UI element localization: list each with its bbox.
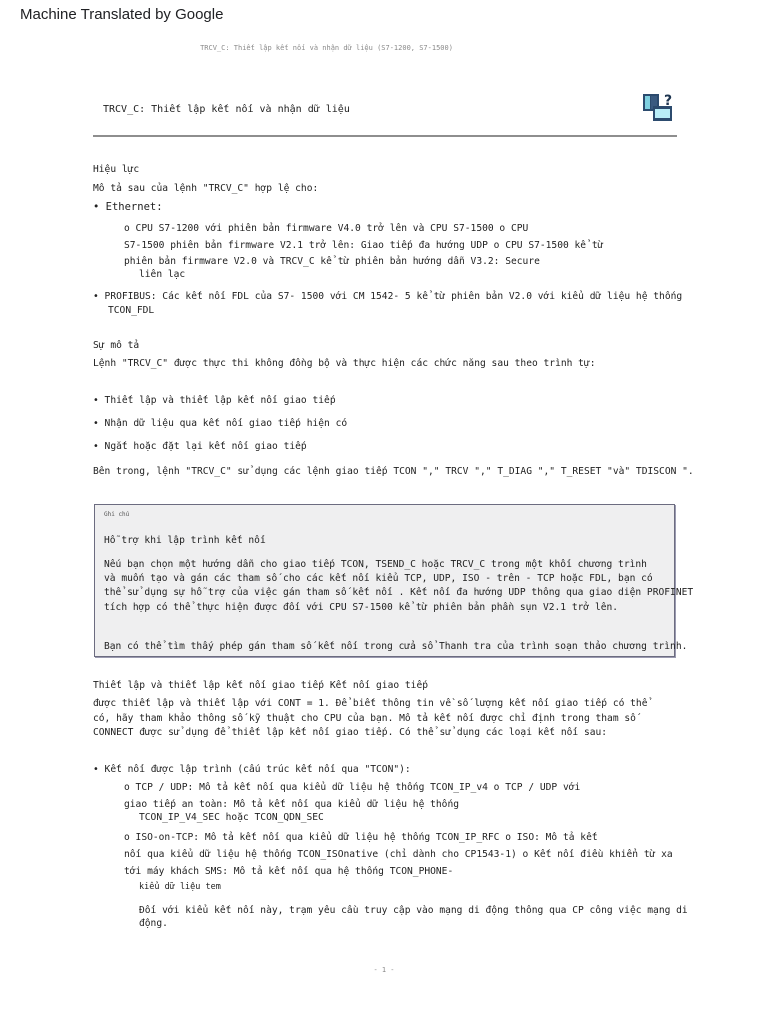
help-window-icon	[642, 93, 676, 123]
profibus-line: TCON_FDL	[108, 305, 155, 316]
description-intro: Lệnh "TRCV_C" được thực thi không đồng bộ và thực hiện các chức năng sau theo trình tự:	[93, 358, 596, 369]
note-line: Nếu bạn chọn một hướng dẫn cho giao tiếp TCON, TSEND_C hoặc TRCV_C trong một khối chương trình	[104, 559, 647, 570]
connection-type-line: TCON_IP_V4_SEC hoặc TCON_QDN_SEC	[139, 812, 324, 823]
ethernet-line: o CPU S7-1200 với phiên bản firmware V4.0 trở lên và CPU S7-1500 o CPU	[124, 223, 529, 234]
internal-instructions: Bên trong, lệnh "TRCV_C" sử dụng các lệnh giao tiếp TCON "," TRCV "," T_DIAG "," T_RESET "và" TDISCON ".	[93, 466, 694, 477]
ethernet-line: liên lạc	[139, 269, 186, 280]
note-footer: Bạn có thể tìm thấy phép gán tham số kết nối trong cửa sổ Thanh tra của trình soạn thảo chương trình.	[104, 641, 688, 652]
page-title: TRCV_C: Thiết lập kết nối và nhận dữ liệu	[103, 104, 350, 115]
setup-heading: Thiết lập và thiết lập kết nối giao tiếp Kết nối giao tiếp	[93, 680, 429, 691]
page-number: - 1 -	[373, 966, 395, 974]
connection-type-line: tới máy khách SMS: Mô tả kết nối qua hệ thống TCON_PHONE-	[124, 866, 454, 877]
function-bullet: • Ngắt hoặc đặt lại kết nối giao tiếp	[93, 441, 307, 452]
setup-paragraph-line: có, hãy tham khảo thông số kỹ thuật cho CPU của bạn. Mô tả kết nối được chỉ định trong tham số	[93, 713, 636, 724]
connection-type-line: o ISO-on-TCP: Mô tả kết nối qua kiểu dữ liệu hệ thống TCON_IP_RFC o ISO: Mô tả kết	[124, 832, 598, 843]
connection-type-line: kiểu dữ liệu tem	[139, 882, 221, 892]
note-heading: Hỗ trợ khi lập trình kết nối	[104, 535, 266, 546]
connection-type-line: nối qua kiểu dữ liệu hệ thống TCON_ISOnative (chỉ dành cho CP1543-1) o Kết nối điều khiển từ xa	[124, 849, 673, 860]
function-bullet: • Thiết lập và thiết lập kết nối giao tiếp	[93, 395, 336, 406]
validity-intro: Mô tả sau của lệnh "TRCV_C" hợp lệ cho:	[93, 183, 319, 194]
validity-heading: Hiệu lực	[93, 164, 140, 175]
setup-paragraph-line: CONNECT được sử dụng để thiết lập kết nối giao tiếp. Có thể sử dụng các loại kết nối sau:	[93, 727, 608, 738]
description-heading: Sự mô tả	[93, 340, 140, 351]
note-line: tích hợp có thể thực hiện được đối với CPU S7-1500 kể từ phiên bản phần sụn V2.1 trở lên.	[104, 602, 619, 613]
mobile-note-line: Đối với kiểu kết nối này, trạm yêu cầu truy cập vào mạng di động thông qua CP công việc mạng di	[139, 905, 688, 916]
connection-type-line: giao tiếp an toàn: Mô tả kết nối qua kiểu dữ liệu hệ thống	[124, 799, 460, 810]
title-divider	[93, 135, 677, 137]
running-header: TRCV_C: Thiết lập kết nối và nhận dữ liệu (S7-1200, S7-1500)	[200, 44, 453, 52]
svg-text:?: ?	[664, 93, 673, 109]
machine-translated-banner: Machine Translated by Google	[20, 6, 224, 23]
note-line: thể sử dụng sự hỗ trợ của việc gán tham số kết nối . Kết nối đa hướng UDP thông qua giao diện PROFINET	[104, 587, 694, 598]
note-label: Ghi chú	[104, 511, 130, 518]
ethernet-line: phiên bản firmware V2.0 và TRCV_C kể từ phiên bản hướng dẫn V3.2: Secure	[124, 256, 540, 267]
setup-paragraph-line: được thiết lập và thiết lập với CONT = 1. Để biết thông tin về số lượng kết nối giao tiếp có thể	[93, 698, 648, 709]
function-bullet: • Nhận dữ liệu qua kết nối giao tiếp hiện có	[93, 418, 348, 429]
note-line: và muốn tạo và gán các tham số cho các kết nối kiểu TCP, UDP, ISO - trên - TCP hoặc FDL, bạn có	[104, 573, 653, 584]
connection-type-line: o TCP / UDP: Mô tả kết nối qua kiểu dữ liệu hệ thống TCON_IP_v4 o TCP / UDP với	[124, 782, 581, 793]
programmed-connections-bullet: • Kết nối được lập trình (cấu trúc kết nối qua "TCON"):	[93, 764, 411, 775]
profibus-bullet: • PROFIBUS: Các kết nối FDL của S7- 1500 với CM 1542- 5 kể từ phiên bản V2.0 với kiểu dữ liệu hệ thống	[93, 291, 683, 302]
ethernet-line: S7-1500 phiên bản firmware V2.1 trở lên: Giao tiếp đa hướng UDP o CPU S7-1500 kể từ	[124, 240, 604, 251]
ethernet-bullet: • Ethernet:	[93, 201, 163, 213]
mobile-note-line: động.	[139, 918, 168, 929]
